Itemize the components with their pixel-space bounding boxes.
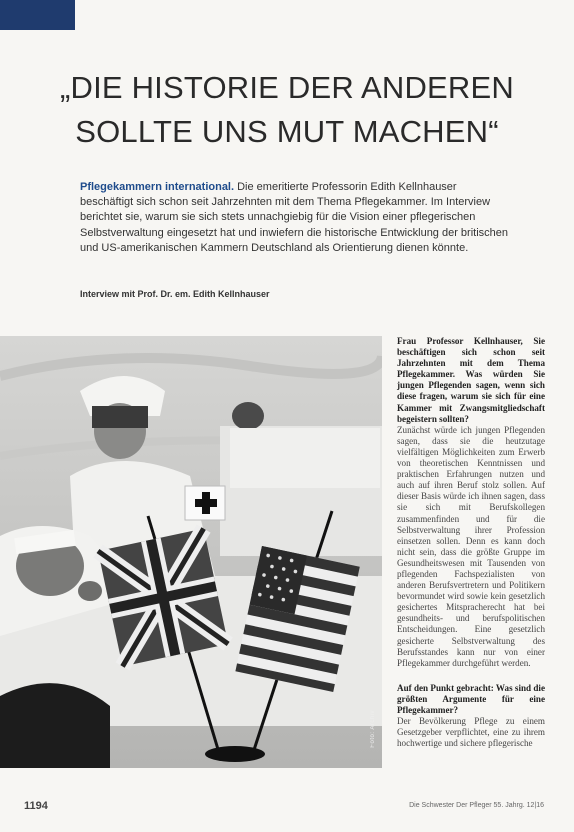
- lead-kicker: Pflegekammern international.: [80, 181, 235, 193]
- interview-question-2: Auf den Punkt gebracht: Was sind die größten Argumente für eine Pflegekammer?: [397, 682, 545, 715]
- interview-credit: Interview mit Prof. Dr. em. Edith Kellnhauser: [80, 289, 270, 299]
- headline-line-2: SOLLTE UNS MUT MACHEN“: [75, 114, 499, 149]
- lead-paragraph: [80, 180, 510, 256]
- nurse-with-patient-and-flags-image: [0, 336, 382, 768]
- interview-answer-1: Zunächst würde ich jungen Pflegenden sagen, dass sie die heutzutage vielfältigen Möglichkeiten zum Erwerb von theoretischen Kenntnissen und praktischen Erfahrungen nutzen und auch auf ihren Beruf stolz sollen. Auf dieser Basis würde ich ihnen sagen, dass sie sich mit Berufskollegen zusammenfinden und für die Selbstverwaltung ihrer Profession einsetzen sollen. Denn es kann doch nicht sein, dass die größte Gruppe im Gesundheitswesen mit Tausenden von pflegenden Fachspezialisten von anderen Berufsvertretern und Politikern bevormundet wird sowie kein gesetzlich gesichertes Mitspracherecht hat bei gesundheits- und berufspolitischen Entscheidungen. Eine gesetzlich gesicherte Selbstverwaltung des Berufsstandes kann nur von einer Pflegekammer durchgeführt werden.: [397, 424, 545, 668]
- section-tab: [0, 0, 75, 30]
- headline: [20, 66, 554, 154]
- lead-text: Die emeritierte Professorin Edith Kellnhauser beschäftigt sich schon seit Jahrzehnten mit dem Thema Pflegekammer. Im Interview berichtet sie, warum sie sich stets unnachgiebig für die Vision einer pflegerischen Selbstverwaltung eingesetzt hat und inwiefern die historische Entwicklung der britischen und US-amerikanischen Kammern Deutschland als Orientierung dienen könnte.: [80, 181, 509, 254]
- journal-info: Die Schwester Der Pfleger 55. Jahrg. 12|16: [409, 802, 544, 809]
- interview-answer-2: Der Bevölkerung Pflege zu einem Gesetzgeber verpflichtet, eine zu ihrem hochwertige und sichere pflegerische: [397, 716, 545, 749]
- interview-column: [397, 336, 545, 749]
- interview-question-1: Frau Professor Kellnhauser, Sie beschäftigen sich schon seit Jahrzehnten mit dem Thema Pflegekammer. Was würden Sie jungen Pflegenden sagen, wenn sich diese fragen, warum sie sich für eine Kammer mit Zwangsmitgliedschaft begeistern sollten?: [397, 336, 545, 424]
- historical-photo: [0, 336, 382, 768]
- photo-credit: Foto: Archiv: [370, 710, 376, 748]
- page-number: 1194: [24, 800, 48, 812]
- headline-line-1: „DIE HISTORIE DER ANDEREN: [59, 70, 514, 105]
